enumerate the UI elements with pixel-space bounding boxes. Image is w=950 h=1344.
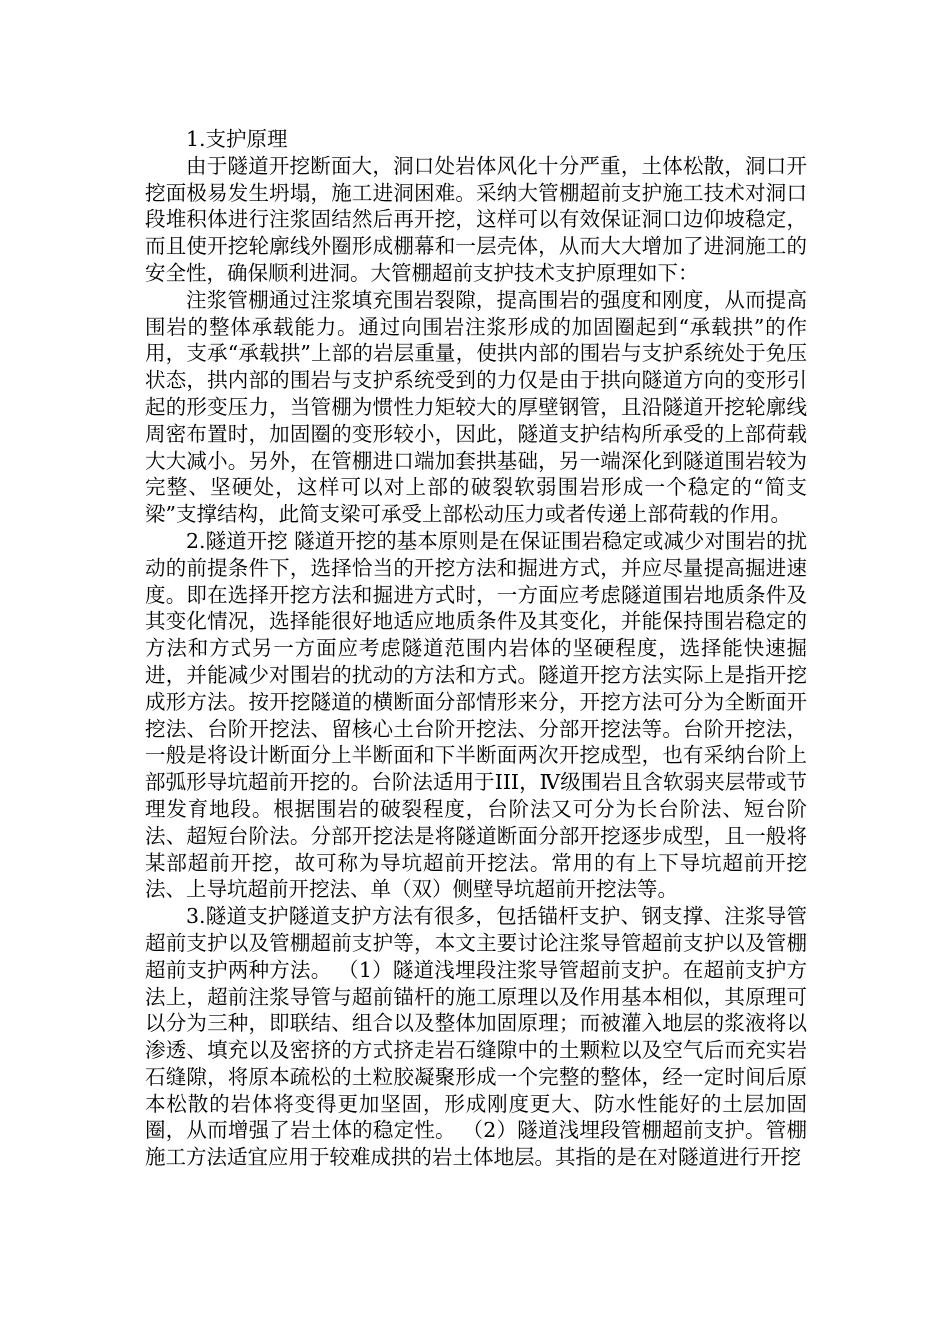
- paragraph-tunnel-support: 3.隧道支护隧道支护方法有很多，包括锚杆支护、钢支撑、注浆导管超前支护以及管棚超前支护等，本文主要讨论注浆导管超前支护以及管棚超前支护两种方法。 （1）隧道浅埋段注浆导管超前支护。在超前支护方法上，超前注浆导管与超前锚杆的施工原理以及作用基本相似，其原理可以分为三种，即联结、组合以及整体加固原理；而被灌入地层的浆液将以渗透、填充以及密挤的方式挤走岩石缝隙中的土颗粒以及空气后而充实岩石缝隙，将原本疏松的土粒胶凝聚形成一个完整的整体，经一定时间后原本松散的岩体将变得更加坚固，形成刚度更大、防水性能好的土层加固圈，从而增强了岩土体的稳定性。 （2）隧道浅埋段管棚超前支护。管棚施工方法适宜应用于较难成拱的岩土体地层。其指的是在对隧道进行开挖: [145, 904, 807, 1170]
- section-heading-support-principle: 1.支护原理: [186, 127, 288, 151]
- paragraph-grouting-pipe-shed: 注浆管棚通过注浆填充围岩裂隙，提高围岩的强度和刚度，从而提高围岩的整体承载能力。通过向围岩注浆形成的加固圈起到“承载拱”的作用，支承“承载拱”上部的岩层重量，使拱内部的围岩与支护系统处于免压状态，拱内部的围岩与支护系统受到的力仅是由于拱向隧道方向的变形引起的形变压力，当管棚为惯性力矩较大的厚壁钢管，且沿隧道开挖轮廓线周密布置时，加固圈的变形较小，因此，隧道支护结构所承受的上部荷载大大减小。另外，在管棚进口端加套拱基础，另一端深化到隧道围岩较为完整、坚硬处，这样可以对上部的破裂软弱围岩形成一个稳定的“简支梁”支撑结构，此简支梁可承受上部松动压力或者传递上部荷载的作用。: [145, 287, 807, 527]
- paragraph-tunnel-portal: 由于隧道开挖断面大，洞口处岩体风化十分严重，土体松散，洞口开挖面极易发生坍塌，施工进洞困难。采纳大管棚超前支护施工技术对洞口段堆积体进行注浆固结然后再开挖，这样可以有效保证洞口边仰坡稳定，而且使开挖轮廓线外圈形成棚幕和一层壳体，从而大大增加了进洞施工的安全性，确保顺利进洞。大管棚超前支护技术支护原理如下：: [145, 153, 807, 285]
- paragraph-tunnel-excavation: 2.隧道开挖 隧道开挖的基本原则是在保证围岩稳定或减少对围岩的扰动的前提条件下，选择恰当的开挖方法和掘进方式，并应尽量提高掘进速度。即在选择开挖方法和掘进方式时，一方面应考虑隧道围岩地质条件及其变化情况，选择能很好地适应地质条件及其变化，并能保持围岩稳定的方法和方式另一方面应考虑隧道范围内岩体的坚硬程度，选择能快速掘进，并能减少对围岩的扰动的方法和方式。隧道开挖方法实际上是指开挖成形方法。按开挖隧道的横断面分部情形来分，开挖方法可分为全断面开挖法、台阶开挖法、留核心土台阶开挖法、分部开挖法等。台阶开挖法，一般是将设计断面分上半断面和下半断面两次开挖成型，也有采纳台阶上部弧形导坑超前开挖的。台阶法适用于III，Ⅳ级围岩且含软弱夹层带或节理发育地段。根据围岩的破裂程度，台阶法又可分为长台阶法、短台阶法、超短台阶法。分部开挖法是将隧道断面分部开挖逐步成型，且一般将某部超前开挖，故可称为导坑超前开挖法。常用的有上下导坑超前开挖法、上导坑超前开挖法、单（双）侧壁导坑超前开挖法等。: [145, 528, 807, 902]
- document-body: [145, 126, 807, 1171]
